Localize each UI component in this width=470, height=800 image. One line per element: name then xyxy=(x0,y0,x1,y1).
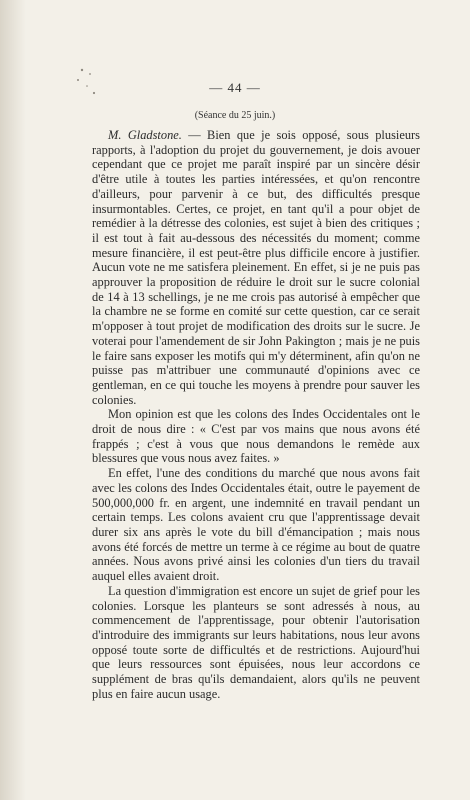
paragraph: Mon opinion est que les colons des Indes Occidentales ont le droit de nous dire : « C'est par vos mains que nous avons été frappés ; c'est à vous que nous demandons le remède aux blessures que vous nous avez faites. » xyxy=(92,407,420,466)
page-number: — 44 — xyxy=(209,80,261,95)
paragraph: En effet, l'une des conditions du marché que nous avons fait avec les colons des Indes Occidentales était, outre le payement de 500,000,000 fr. en argent, une indemnité en travail pendant un certain temps. Les colons avaient cru que l'apprentissage devait durer six ans après le vote du bill d'émancipation ; mais nous avons été forcés de mettre un terme à ce régime au bout de quatre années. Nous avons privé ainsi les colonies d'un tiers du travail auquel elles avaient droit. xyxy=(92,466,420,584)
body-text xyxy=(92,128,420,701)
paragraph: La question d'immigration est encore un sujet de grief pour les colonies. Lorsque les planteurs se sont adressés à nous, au commencement de l'apprentissage, pour obtenir l'autorisation d'introduire des immigrants sur leurs habitations, nous leur avons opposé toute sorte de difficultés et de restrictions. Aujourd'hui que leurs ressources sont épuisées, nous leur accordons ce supplément de bras qu'ils demandaient, alors qu'ils ne peuvent plus en faire aucun usage. xyxy=(92,583,420,701)
speaker-name: M. Gladstone. xyxy=(108,128,182,142)
paragraph xyxy=(92,128,420,407)
paragraph-text: — Bien que je sois opposé, sous plusieurs rapports, à l'adoption du projet du gouvernement, je dois avouer cependant que ce projet me paraît inspiré par un sincère désir d'être utile à toutes les parties intéressées, et qu'on rencontre d'ailleurs, pour parvenir à ce but, des difficultés presque insurmontables. Certes, ce projet, en tant qu'il a pour objet de remédier à la détresse des colonies, est sujet à bien des critiques ; il est tout à fait au-dessous des nécessités du moment; comme mesure financière, il est peut-être plus difficile encore à justifier. Aucun vote ne me satisfera pleinement. En effet, si je ne puis pas approuver la proposition de réduire le droit sur le sucre colonial de 14 à 13 schellings, je ne me crois pas autorisé à empêcher que la chambre ne se forme en comité sur cette question, car ce serait m'opposer à tout projet de modification des droits sur le sucre. Je voterai pour l'amendement de sir John Pakington ; mais je ne puis le faire sans exposer les motifs qui m'y déterminent, afin qu'on ne puisse pas m'attribuer une communauté d'opinions avec ce gentleman, en ce qui touche les moyens à prendre pour sauver les colonies. xyxy=(92,128,420,407)
session-heading: (Séance du 25 juin.) xyxy=(194,110,276,121)
